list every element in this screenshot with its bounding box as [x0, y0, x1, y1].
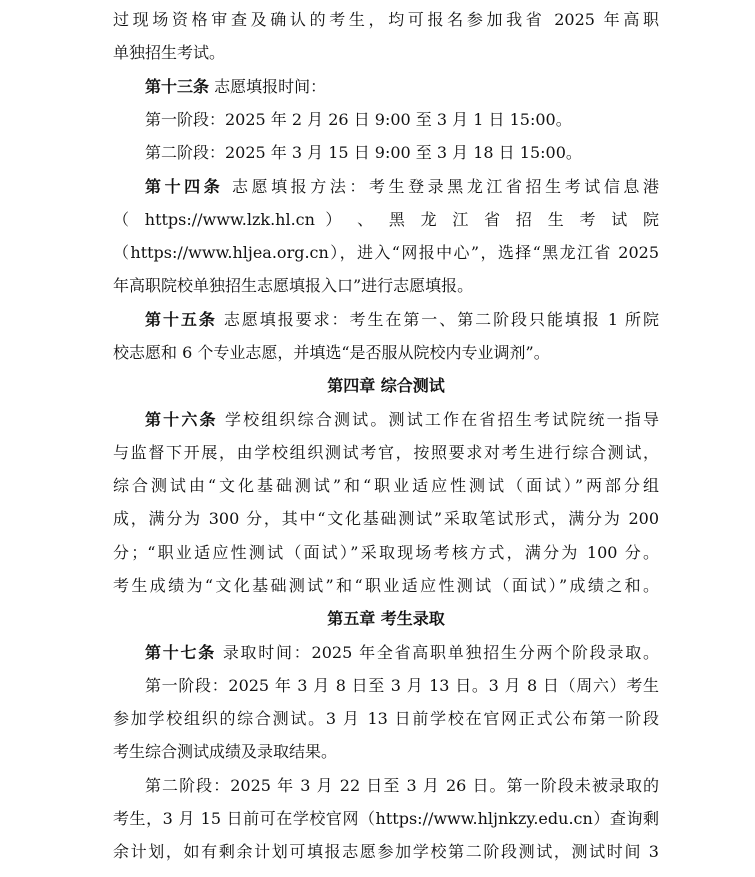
- text-line: 综合测试由“文化基础测试”和“职业适应性测试（面试）”两部分组: [113, 476, 659, 495]
- text-line: 考生综合测试成绩及录取结果。: [113, 742, 338, 761]
- text-line: 第一阶段：2025 年 2 月 26 日 9:00 至 3 月 1 日 15:00。: [145, 110, 572, 129]
- article-number: 第十三条: [145, 77, 210, 96]
- text-line: 考生成绩为“文化基础测试”和“职业适应性测试（面试）”成绩之和。: [113, 576, 659, 595]
- article-number: 第十六条: [145, 410, 218, 429]
- text-line: 年高职院校单独招生志愿填报入口”进行志愿填报。: [113, 276, 474, 295]
- text-line: 与监督下开展，由学校组织测试考官，按照要求对考生进行综合测试，: [113, 443, 659, 462]
- text-line: 过现场资格审查及确认的考生，均可报名参加我省 2025 年高职: [113, 10, 659, 29]
- article-number: 第十五条: [145, 310, 217, 329]
- text-line: 考生，3 月 15 日前可在学校官网（https://www.hljnkzy.edu.cn）查询剩: [113, 809, 659, 828]
- chapter-heading: 第四章 综合测试: [327, 376, 445, 395]
- chapter-heading: 第五章 考生录取: [327, 609, 445, 628]
- text-line: 第一阶段：2025 年 3 月 8 日至 3 月 13 日。3 月 8 日（周六）考生: [145, 676, 659, 695]
- text-line: 校志愿和 6 个专业志愿，并填选“是否服从院校内专业调剂”。: [113, 343, 550, 362]
- text-line: 分；“职业适应性测试（面试）”采取现场考核方式，满分为 100 分。: [113, 543, 659, 562]
- article-number: 第十七条: [145, 643, 216, 662]
- article-line: 第十三条 志愿填报时间：: [145, 77, 327, 96]
- text-line: 第二阶段：2025 年 3 月 22 日至 3 月 26 日。第一阶段未被录取的: [145, 776, 659, 795]
- text-line: 单独招生考试。: [113, 43, 226, 62]
- text-line: 成，满分为 300 分，其中“文化基础测试”采取笔试形式，满分为 200: [113, 509, 659, 528]
- article-line: 第十六条 学校组织综合测试。测试工作在省招生考试院统一指导: [145, 410, 659, 429]
- text-line: 第二阶段：2025 年 3 月 15 日 9:00 至 3 月 18 日 15:00。: [145, 143, 582, 162]
- article-number: 第十四条: [145, 177, 224, 196]
- article-line: 第十七条 录取时间：2025 年全省高职单独招生分两个阶段录取。: [145, 643, 659, 662]
- article-line: 第十四条 志愿填报方法：考生登录黑龙江省招生考试信息港: [145, 177, 659, 196]
- article-line: 第十五条 志愿填报要求：考生在第一、第二阶段只能填报 1 所院: [145, 310, 659, 329]
- text-line: 参加学校组织的综合测试。3 月 13 日前学校在官网正式公布第一阶段: [113, 709, 659, 728]
- text-line: （https://www.hljea.org.cn），进入“网报中心”，选择“黑龙江省 2025: [113, 243, 659, 262]
- text-line: （ https://www.lzk.hl.cn ） 、 黑 龙 江 省 招 生 考 试 院: [113, 210, 659, 229]
- text-line: 余计划，如有剩余计划可填报志愿参加学校第二阶段测试，测试时间 3: [113, 842, 659, 861]
